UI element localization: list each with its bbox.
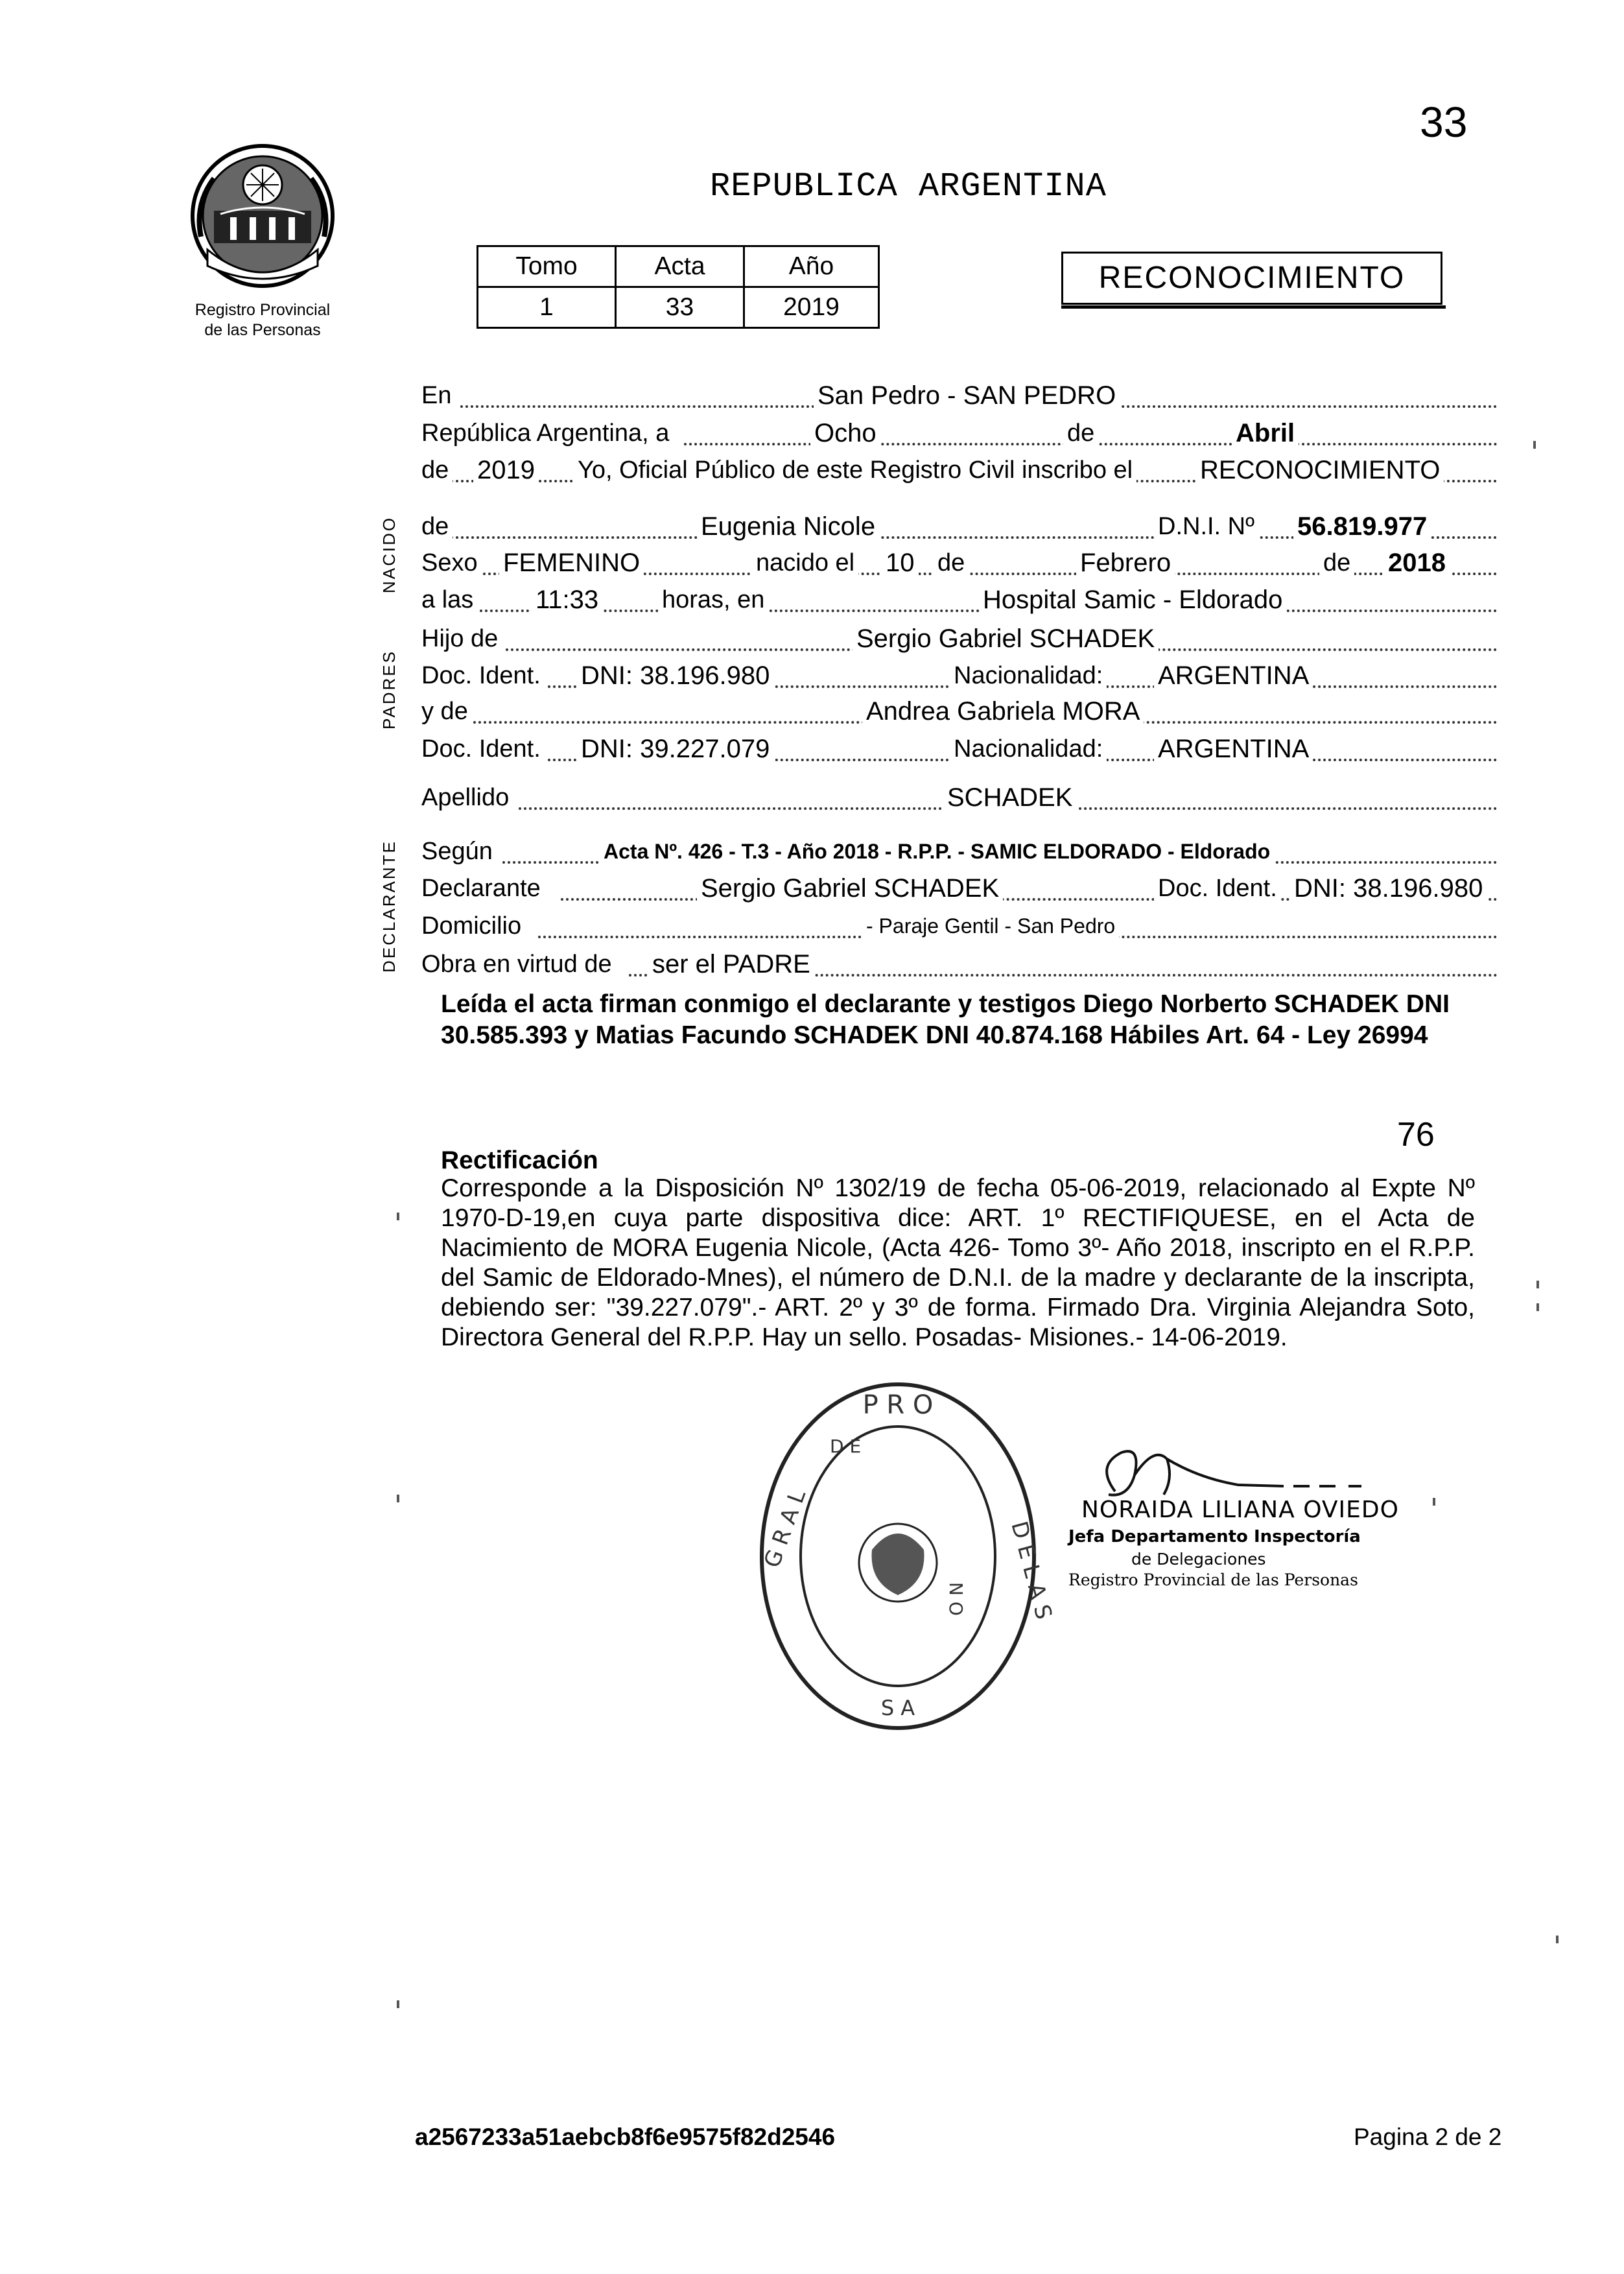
row-apellido — [421, 781, 1498, 816]
domicilio-value: - Paraje Gentil - San Pedro — [862, 911, 1119, 941]
tomo-value: 1 — [478, 287, 616, 328]
segun-value: Acta Nº. 426 - T.3 - Año 2018 - R.P.P. - SAMIC ELDORADO - Eldorado — [600, 836, 1274, 866]
declarante-doc-label: Doc. Ident. — [1154, 873, 1281, 903]
row-madre-doc — [421, 733, 1498, 768]
provincial-coat-of-arms-logo — [188, 139, 337, 295]
dia-value: Ocho — [810, 418, 880, 448]
svg-text:P R O: P R O — [862, 1390, 934, 1420]
declarante-doc-value: DNI: 38.196.980 — [1290, 873, 1487, 903]
declarante-value: Sergio Gabriel SCHADEK — [697, 873, 1003, 903]
padre-nacionalidad-value: ARGENTINA — [1154, 661, 1313, 691]
pagination-label: Pagina 2 de 2 — [1354, 2124, 1502, 2150]
country-title: REPUBLICA ARGENTINA — [710, 167, 1107, 206]
row-inscripcion — [421, 454, 1498, 489]
rectification-number: 76 — [1397, 1116, 1435, 1154]
en-label: En — [421, 381, 455, 410]
nac-de2-label: de — [1319, 548, 1354, 578]
document-hash: a2567233a51aebcb8f6e9575f82d2546 — [415, 2124, 836, 2150]
padre-value: Sergio Gabriel SCHADEK — [853, 624, 1159, 654]
row-hora-lugar — [421, 584, 1498, 619]
svg-text:N O: N O — [945, 1582, 967, 1616]
de2-label: de — [421, 455, 453, 485]
section-label-padres: PADRES — [379, 650, 399, 729]
apellido-label: Apellido — [421, 783, 513, 812]
domicilio-label: Domicilio — [421, 911, 525, 941]
madre-doc-value: DNI: 39.227.079 — [577, 734, 773, 764]
hijo-label: Hijo de — [421, 624, 502, 654]
segun-label: Según — [421, 836, 497, 866]
acta-header: Acta — [616, 246, 744, 287]
anio-header: Año — [744, 246, 879, 287]
mes-value: Abril — [1232, 418, 1299, 448]
de-nombre-label: de — [421, 512, 453, 541]
svg-text:S A: S A — [880, 1696, 915, 1720]
act-type-box: RECONOCIMIENTO — [1061, 252, 1442, 305]
madre-doc-label: Doc. Ident. — [421, 734, 545, 764]
padre-doc-value: DNI: 38.196.980 — [577, 661, 773, 691]
row-fecha — [421, 417, 1498, 452]
madre-nacionalidad-value: ARGENTINA — [1154, 734, 1313, 764]
oficial-text: Yo, Oficial Público de este Registro Civil inscribo el — [574, 455, 1136, 485]
anio-value: 2019 — [744, 287, 879, 328]
anio-inscripcion-value: 2019 — [473, 455, 539, 485]
hora-value: 11:33 — [532, 585, 602, 615]
nacido-label: nacido el — [752, 548, 858, 578]
signatory-role-line2: de Delegaciones — [1131, 1550, 1266, 1569]
signatory-name: NORAIDA LILIANA OVIEDO — [1081, 1497, 1399, 1523]
madre-value: Andrea Gabriela MORA — [862, 696, 1144, 726]
madre-nacionalidad-label: Nacionalidad: — [950, 734, 1107, 764]
section-label-nacido: NACIDO — [379, 515, 399, 593]
page-number: 33 — [1420, 98, 1468, 146]
de-label: de — [1063, 418, 1098, 448]
row-declarante — [421, 872, 1498, 907]
signatory-role-line3: Registro Provincial de las Personas — [1068, 1570, 1358, 1589]
svg-text:D E L A S: D E L A S — [1006, 1518, 1057, 1622]
dni-value: 56.819.977 — [1293, 512, 1431, 541]
svg-text:D E: D E — [830, 1436, 862, 1457]
horas-en-label: horas, en — [658, 585, 768, 615]
obra-value: ser el PADRE — [648, 949, 814, 979]
tomo-header: Tomo — [478, 246, 616, 287]
row-segun — [421, 835, 1498, 870]
act-id-table — [477, 245, 880, 329]
rectification-title: Rectificación — [441, 1146, 598, 1174]
sexo-value: FEMENINO — [499, 548, 644, 578]
row-nombre — [421, 510, 1498, 545]
section-label-declarante: DECLARANTE — [379, 840, 399, 973]
padre-nacionalidad-label: Nacionalidad: — [950, 661, 1107, 691]
yde-label: y de — [421, 696, 472, 726]
registry-label — [156, 300, 370, 340]
nac-dia-value: 10 — [882, 548, 919, 578]
row-padre — [421, 622, 1498, 657]
row-sexo — [421, 547, 1498, 582]
declarante-label: Declarante — [421, 873, 545, 903]
row-en — [421, 379, 1498, 414]
republica-label: República Argentina, a — [421, 418, 673, 448]
obra-label: Obra en virtud de — [421, 949, 616, 979]
nac-mes-value: Febrero — [1076, 548, 1175, 578]
nac-anio-value: 2018 — [1384, 548, 1450, 578]
row-obra — [421, 948, 1498, 983]
en-value: San Pedro - SAN PEDRO — [814, 381, 1120, 410]
dni-label: D.N.I. Nº — [1154, 512, 1258, 541]
registry-label-line1: Registro Provincial — [194, 301, 331, 319]
acta-value: 33 — [616, 287, 744, 328]
rectification-body: Corresponde a la Disposición Nº 1302/19 de fecha 05-06-2019, relacionado al Expte Nº 1970-D-19,en cuya parte dispositiva dice: ART. 1º RECTIFIQUESE, en el Acta de Nacimiento de MORA Eugenia Nicole, (Acta 426- Tomo 3º- Año 2018, inscripto en el R.P.P. del Samic de Eldorado-Mnes), el número de D.N.I. de la madre y declarante de la inscripta, debiendo ser: "39.227.079".- ART. 2º y 3º de forma. Firmado Dra. Virginia Alejandra Soto, Directora General del R.P.P. Hay un sello. Posadas- Misiones.- 14-06-2019. — [441, 1174, 1475, 1351]
registry-label-line2: de las Personas — [204, 321, 321, 339]
nac-de1-label: de — [934, 548, 969, 578]
reading-witnesses-text: Leída el acta firman conmigo el declarante y testigos Diego Norberto SCHADEK DNI 30.585.393 y Matias Facundo SCHADEK DNI 40.874.168 Hábiles Art. 64 - Ley 26994 — [441, 990, 1450, 1049]
signatory-role-line1: Jefa Departamento Inspectoría — [1068, 1527, 1361, 1546]
lugar-value: Hospital Samic - Eldorado — [979, 585, 1286, 615]
apellido-value: SCHADEK — [943, 783, 1076, 812]
row-domicilio — [421, 910, 1498, 945]
ministry-seal-stamp — [752, 1375, 1057, 1738]
row-padre-doc — [421, 659, 1498, 694]
acto-value: RECONOCIMIENTO — [1196, 455, 1444, 485]
sexo-label: Sexo — [421, 548, 482, 578]
nombre-value: Eugenia Nicole — [697, 512, 879, 541]
svg-text:G R A L: G R A L — [759, 1486, 812, 1572]
row-madre — [421, 695, 1498, 730]
padre-doc-label: Doc. Ident. — [421, 661, 545, 691]
alas-label: a las — [421, 585, 477, 615]
